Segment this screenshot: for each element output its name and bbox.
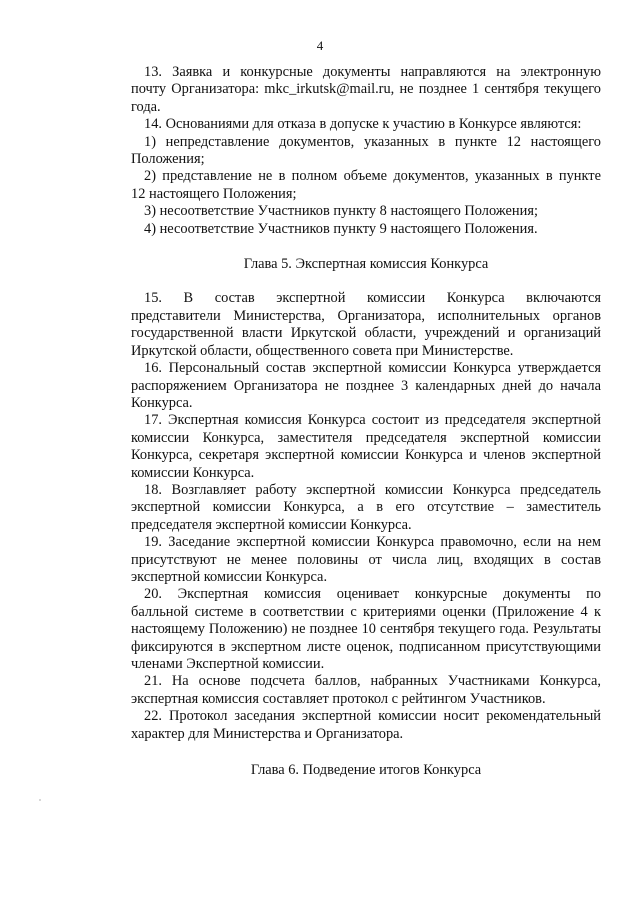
chapter-6-heading: Глава 6. Подведение итогов Конкурса: [250, 762, 482, 779]
paragraph-line: 20. Экспертная комиссия оценивает конкурсные документы по: [144, 586, 601, 603]
paragraph-line: 4) несоответствие Участников пункту 9 настоящего Положения.: [144, 220, 538, 237]
document-body: [131, 64, 601, 779]
paragraph-line: 17. Экспертная комиссия Конкурса состоит из председателя экспертной: [144, 412, 601, 429]
paragraph-line: почту Организатора: mkc_irkutsk@mail.ru, не позднее 1 сентября текущего: [131, 81, 601, 98]
paragraph-line: государственной власти Иркутской области, учреждений и организаций: [131, 325, 601, 342]
paragraph-line: Иркутской области, общественного совета при Министерстве.: [131, 342, 514, 359]
paragraph-20: [131, 586, 601, 673]
paragraph-line: 13. Заявка и конкурсные документы направляются на электронную: [144, 64, 601, 80]
paragraph-21: [131, 673, 601, 708]
paragraph-18: [131, 482, 601, 534]
chapter-5-heading: Глава 5. Экспертная комиссия Конкурса: [243, 256, 489, 273]
paragraph-line: 18. Возглавляет работу экспертной комиссии Конкурса председатель: [144, 481, 601, 498]
paragraph-line: 14. Основаниями для отказа в допуске к участию в Конкурсе являются:: [144, 116, 582, 133]
paragraph-line: 1) непредставление документов, указанных в пункте 12 настоящего: [144, 133, 601, 150]
page-number: 4: [316, 38, 324, 53]
paragraph-15: [131, 290, 601, 360]
paragraph-line: Конкурса.: [131, 394, 193, 411]
paragraph-17: [131, 412, 601, 482]
paragraph-line: комиссии Конкурса, заместителя председателя экспертной комиссии: [131, 429, 601, 446]
paragraph-line: распоряжением Организатора не позднее 3 календарных дней до начала: [131, 377, 601, 394]
paragraph-line: представители Министерства, Организатора, исполнительных органов: [131, 307, 601, 324]
paragraph-line: 2) представление не в полном объеме документов, указанных в пункте: [144, 168, 601, 185]
paragraph-line: балльной системе в соответствии с критериями оценки (Приложение 4 к: [131, 603, 601, 620]
paragraph-line: фиксируются в экспертном листе оценок, подписанном присутствующими: [131, 638, 601, 655]
paragraph-line: членами Экспертной комиссии.: [131, 656, 325, 672]
paragraph-line: 12 настоящего Положения;: [131, 185, 297, 202]
paragraph-line: экспертная комиссия составляет протокол с рейтингом Участников.: [131, 690, 546, 707]
paragraph-19: [131, 534, 601, 586]
paragraph-14: [131, 116, 601, 238]
paragraph-line: года.: [131, 98, 161, 115]
paragraph-line: 21. На основе подсчета баллов, набранных Участниками Конкурса,: [144, 673, 601, 690]
paragraph-line: Конкурса, секретаря экспертной комиссии Конкурса и членов экспертной: [131, 447, 601, 464]
paragraph-22: [131, 708, 601, 743]
paragraph-line: Положения;: [131, 151, 205, 168]
paragraph-16: [131, 360, 601, 412]
paragraph-line: председателя экспертной комиссии Конкурса.: [131, 516, 412, 533]
paragraph-13: [131, 64, 601, 116]
paragraph-line: комиссии Конкурса.: [131, 464, 255, 481]
paragraph-line: 16. Персональный состав экспертной комиссии Конкурса утверждается: [144, 360, 601, 377]
paragraph-line: экспертной комиссии Конкурса.: [131, 568, 328, 585]
paragraph-line: 22. Протокол заседания экспертной комиссии носит рекомендательный: [144, 708, 601, 725]
paragraph-line: экспертной комиссии Конкурса, а в его отсутствие – заместитель: [131, 499, 601, 516]
paragraph-line: 15. В состав экспертной комиссии Конкурса включаются: [144, 290, 601, 307]
paragraph-line: 19. Заседание экспертной комиссии Конкурса правомочно, если на нем: [144, 534, 601, 551]
paragraph-line: характер для Министерства и Организатора.: [131, 725, 404, 742]
paragraph-line: присутствуют не менее половины от числа лиц, входящих в состав: [131, 551, 601, 568]
paragraph-line: 3) несоответствие Участников пункту 8 настоящего Положения;: [144, 203, 538, 220]
paragraph-line: настоящему Положению) не позднее 10 сентября текущего года. Результаты: [131, 621, 601, 638]
scan-speck: [39, 799, 41, 801]
